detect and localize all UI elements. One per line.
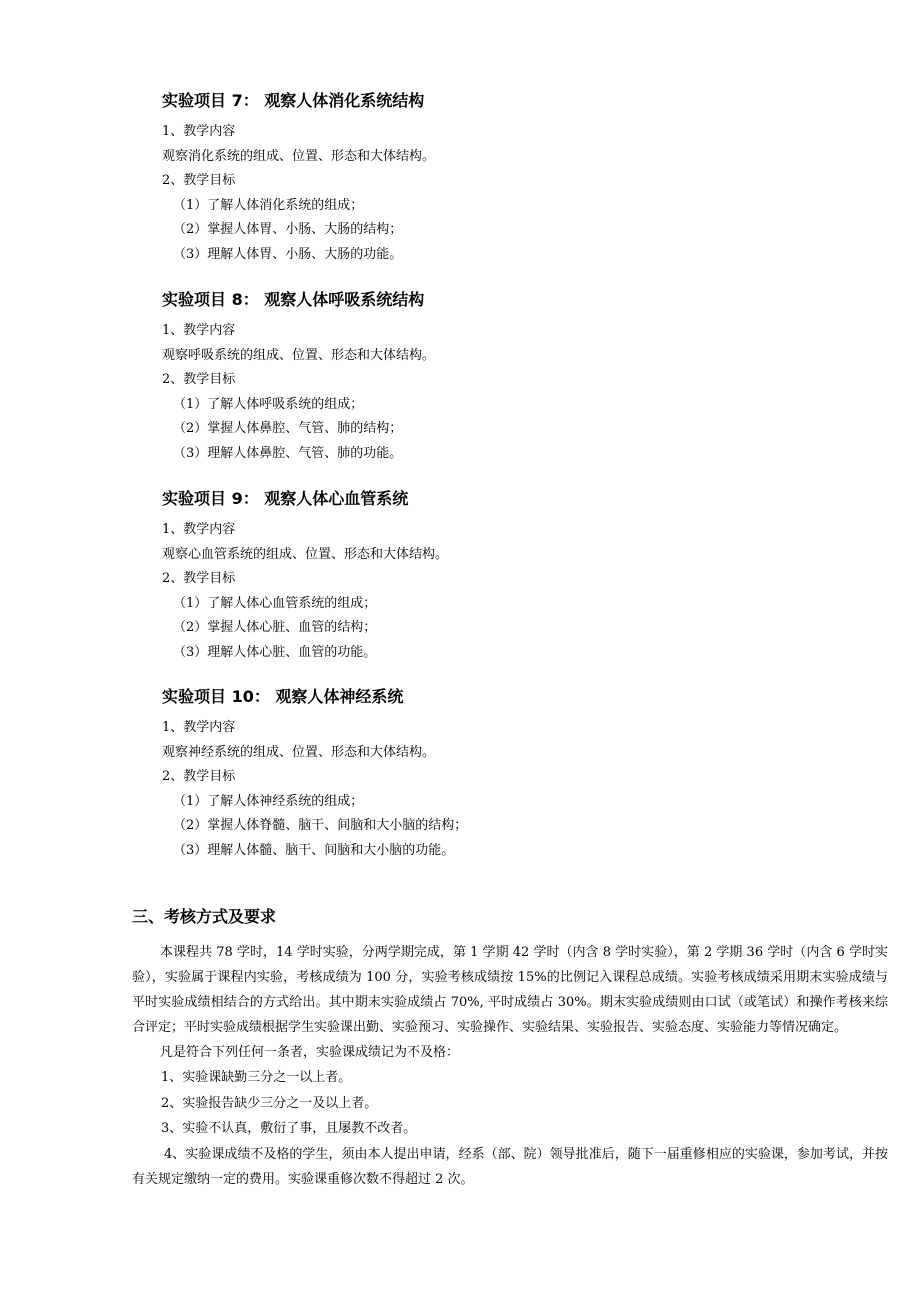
goals-heading: 2、教学目标 [162, 372, 236, 388]
goal-item: （3）理解人体鼻腔、气管、肺的功能。 [173, 445, 403, 461]
fail-item: 3、实验不认真，敷衍了事，且屡教不改者。 [161, 1121, 417, 1136]
project-10 [162, 686, 882, 864]
project-title: 实验项目 7： 观察人体消化系统结构 [162, 91, 425, 110]
content-heading: 1、教学内容 [162, 522, 236, 537]
retake-rule: 4、实验课成绩不及格的学生，须由本人提出申请，经系（部、院）领导批准后，随下一届重修相应的实验课，参加考试，并按有关规定缴纳一定的费用。实验课重修次数不得超过 2 次。 [132, 1146, 888, 1187]
goals-heading: 2、教学目标 [162, 769, 236, 785]
fail-intro: 凡是符合下列任何一条者，实验课成绩记为不及格： [160, 1045, 460, 1060]
content-text: 观察消化系统的组成、位置、形态和大体结构。 [162, 148, 436, 164]
assessment-body [132, 940, 888, 1192]
goal-item: （1）了解人体心血管系统的组成； [173, 595, 377, 611]
goal-item: （3）理解人体心脏、血管的功能。 [173, 644, 377, 660]
content-heading: 1、教学内容 [162, 323, 236, 338]
goals-heading: 2、教学目标 [162, 571, 236, 587]
project-title: 实验项目 10： 观察人体神经系统 [162, 687, 404, 706]
content-text: 观察神经系统的组成、位置、形态和大体结构。 [162, 744, 436, 760]
content-heading: 1、教学内容 [162, 124, 236, 139]
project-8 [162, 289, 882, 467]
section-title: 三、考核方式及要求 [132, 907, 277, 926]
content-text: 观察呼吸系统的组成、位置、形态和大体结构。 [162, 347, 436, 363]
goal-item: （2）掌握人体脊髓、脑干、间脑和大小脑的结构； [173, 818, 468, 834]
goal-item: （3）理解人体胃、小肠、大肠的功能。 [173, 246, 403, 262]
goal-item: （1）了解人体消化系统的组成； [173, 197, 364, 213]
project-9 [162, 488, 882, 666]
project-title: 实验项目 9： 观察人体心血管系统 [162, 489, 409, 508]
goal-item: （2）掌握人体胃、小肠、大肠的结构； [173, 222, 403, 238]
fail-item: 2、实验报告缺少三分之一及以上者。 [161, 1095, 378, 1111]
goals-heading: 2、教学目标 [162, 173, 236, 189]
fail-item: 1、实验课缺勤三分之一以上者。 [161, 1070, 352, 1085]
goal-item: （2）掌握人体鼻腔、气管、肺的结构； [173, 421, 403, 437]
assessment-paragraph: 本课程共 78 学时，14 学时实验，分两学期完成，第 1 学期 42 学时（内含 8 学时实验），第 2 学期 36 学时（内含 6 学时实验），实验属于课程内实验，考核成绩为 100 分，实验考核成绩按 15%的比例记入课程总成绩。实验考核成绩采用期末实验成绩与平时实验成绩相结合的方式给出。其中期末实验成绩占 70%, 平时成绩占 30%。期末实验成绩则由口试（或笔试）和操作考核来综合评定；平时实验成绩根据学生实验课出勤、实验预习、实验操作、实验结果、实验报告、实验态度、实验能力等情况确定。 [132, 945, 888, 1035]
goal-item: （1）了解人体呼吸系统的组成； [173, 396, 364, 412]
project-7 [162, 90, 882, 268]
content-heading: 1、教学内容 [162, 720, 236, 735]
goal-item: （2）掌握人体心脏、血管的结构； [173, 620, 377, 636]
content-text: 观察心血管系统的组成、位置、形态和大体结构。 [162, 546, 449, 562]
goal-item: （1）了解人体神经系统的组成； [173, 793, 364, 809]
goal-item: （3）理解人体髓、脑干、间脑和大小脑的功能。 [173, 842, 455, 858]
project-title: 实验项目 8： 观察人体呼吸系统结构 [162, 290, 425, 309]
